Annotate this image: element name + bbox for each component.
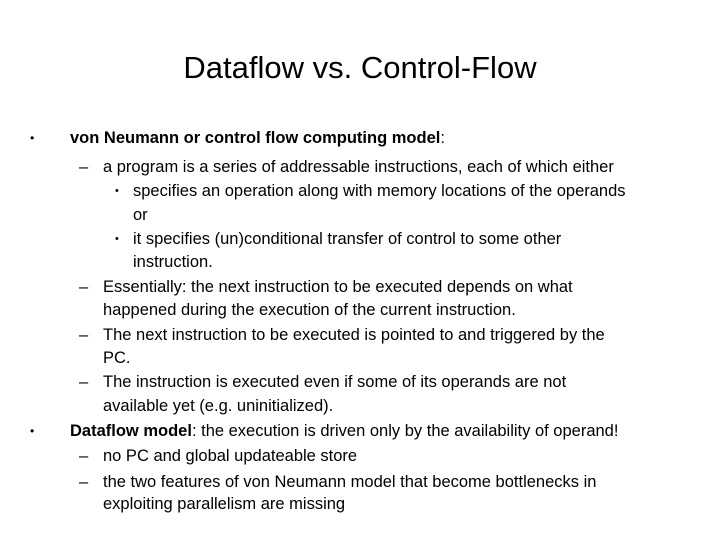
sub-item-no-pc: no PC and global updateable store [103, 447, 358, 465]
bullet-von-neumann-rest: : [440, 129, 445, 147]
sub-sub-item-operation-cont: or [133, 206, 148, 224]
dash-marker: – [79, 447, 89, 465]
term-dataflow: Dataflow model [70, 422, 192, 440]
bullet-dataflow-rest: : the execution is driven only by the availability of operand! [191, 422, 619, 440]
sub-item-executed-cont: available yet (e.g. uninitialized). [103, 397, 334, 415]
dash-marker: – [79, 473, 89, 491]
dash-marker: – [79, 326, 89, 344]
sub-sub-item-transfer-cont: instruction. [133, 253, 213, 271]
sub-item-next-instruction-cont: PC. [103, 349, 131, 367]
sub-sub-item-transfer: it specifies (un)conditional transfer of control to some other [133, 230, 562, 248]
sub-item-program: a program is a series of addressable instructions, each of which either [103, 158, 614, 176]
dash-marker: – [79, 278, 89, 296]
sub-sub-item-operation: specifies an operation along with memory locations of the operands [133, 182, 626, 200]
bullet-marker: • [30, 424, 35, 438]
bullet-dataflow [70, 421, 618, 441]
bullet-marker: • [30, 131, 35, 145]
sub-item-two-features: the two features of von Neumann model that become bottlenecks in [103, 473, 597, 491]
sub-item-two-features-cont: exploiting parallelism are missing [103, 495, 346, 513]
sub-item-executed: The instruction is executed even if some of its operands are not [103, 373, 567, 391]
bullet-marker: • [115, 233, 119, 245]
term-von-neumann: von Neumann or control flow computing model [70, 129, 441, 147]
slide-title: Dataflow vs. Control-Flow [183, 50, 537, 85]
sub-item-essentially-cont: happened during the execution of the current instruction. [103, 301, 516, 319]
sub-item-essentially: Essentially: the next instruction to be executed depends on what [103, 278, 573, 296]
dash-marker: – [79, 158, 89, 176]
sub-item-next-instruction: The next instruction to be executed is pointed to and triggered by the [103, 326, 605, 344]
bullet-von-neumann [70, 128, 445, 148]
dash-marker: – [79, 373, 89, 391]
bullet-marker: • [115, 185, 119, 197]
